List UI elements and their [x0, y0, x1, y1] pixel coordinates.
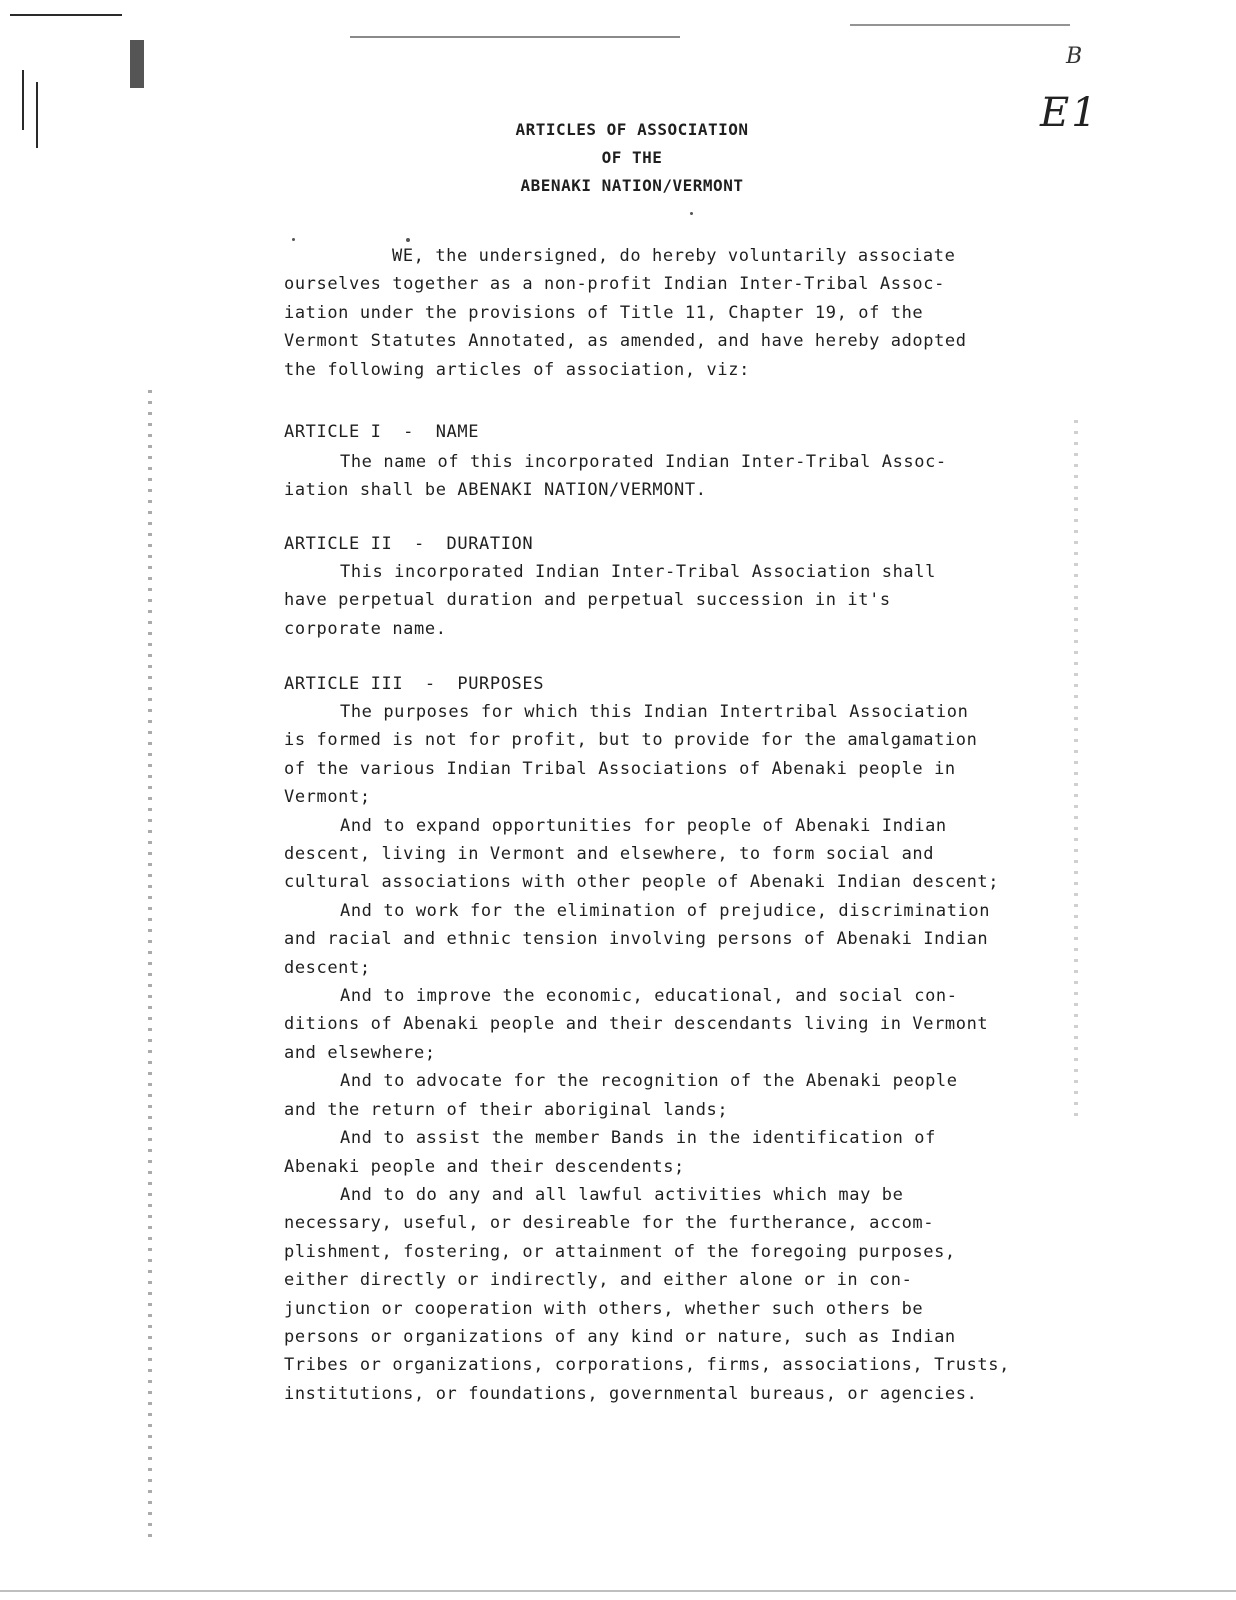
intro-line: ourselves together as a non-profit Indian Inter-Tribal Assoc- — [284, 274, 945, 295]
article-3-line: descent; — [284, 957, 371, 978]
article-3-line: is formed is not for profit, but to provide for the amalgamation — [284, 730, 978, 751]
document-title-line1: ARTICLES OF ASSOCIATION — [515, 120, 749, 139]
article-3-line: And to improve the economic, educational, and social con- — [340, 986, 958, 1007]
article-2-line: corporate name. — [284, 618, 447, 639]
article-2-heading: ARTICLE II - DURATION — [284, 534, 534, 554]
article-3-line: either directly or indirectly, and either alone or in con- — [284, 1270, 913, 1291]
scan-artifact-top-left — [10, 14, 122, 16]
scan-artifact-bottom-edge — [0, 1590, 1236, 1592]
scan-speck — [292, 238, 295, 241]
article-3-line: necessary, useful, or desireable for the furtherance, accom- — [284, 1213, 935, 1234]
intro-paragraph — [284, 242, 1044, 384]
scan-artifact-top-right — [850, 24, 1070, 26]
scan-artifact-left-strip — [148, 390, 152, 1540]
article-3-line: ditions of Abenaki people and their descendants living in Vermont — [284, 1014, 989, 1035]
handwritten-letter: B — [1066, 44, 1083, 69]
article-3-line: And to work for the elimination of prejudice, discrimination — [340, 900, 991, 921]
document-title-line2: OF THE — [601, 148, 663, 167]
article-1-line: iation shall be ABENAKI NATION/VERMONT. — [284, 480, 707, 501]
article-3-line: Abenaki people and their descendents; — [284, 1156, 685, 1177]
article-1-line: The name of this incorporated Indian Inter-Tribal Assoc- — [340, 452, 947, 472]
article-3-line: Tribes or organizations, corporations, firms, associations, Trusts, — [284, 1355, 1010, 1376]
article-3-line: persons or organizations of any kind or nature, such as Indian — [284, 1326, 956, 1347]
intro-line: the following articles of association, viz: — [284, 359, 750, 380]
article-3-line: The purposes for which this Indian Intertribal Association — [340, 702, 969, 722]
article-2-line: This incorporated Indian Inter-Tribal Association shall — [340, 562, 936, 582]
article-3-heading: ARTICLE III - PURPOSES — [284, 674, 545, 694]
article-3-line: And to do any and all lawful activities which may be — [340, 1184, 904, 1205]
handwritten-exhibit-mark: E1 — [1040, 90, 1099, 136]
article-3-line: junction or cooperation with others, whether such others be — [284, 1298, 924, 1319]
article-3-line: plishment, fostering, or attainment of the foregoing purposes, — [284, 1241, 956, 1262]
article-3-line: institutions, or foundations, governmental bureaus, or agencies. — [284, 1383, 978, 1404]
article-3-line: of the various Indian Tribal Associations of Abenaki people in — [284, 758, 956, 779]
intro-line: Vermont Statutes Annotated, as amended, and have hereby adopted — [284, 331, 967, 352]
document-title-line3: ABENAKI NATION/VERMONT — [520, 176, 744, 195]
article-1-body — [284, 448, 1044, 505]
article-2-body — [284, 558, 1044, 643]
article-3-line: and elsewhere; — [284, 1042, 436, 1063]
article-3-body — [284, 698, 1044, 1408]
article-3-line: and racial and ethnic tension involving persons of Abenaki Indian — [284, 929, 989, 950]
article-3-line: cultural associations with other people of Abenaki Indian descent; — [284, 872, 1000, 893]
scan-artifact-punch-mark — [130, 40, 144, 88]
article-1-heading: ARTICLE I - NAME — [284, 422, 480, 442]
article-3-line: descent, living in Vermont and elsewhere, to form social and — [284, 844, 935, 865]
scan-artifact-right-strip — [1074, 420, 1078, 1120]
article-3-line: And to advocate for the recognition of the Abenaki people — [340, 1071, 958, 1092]
scan-artifact-top-center — [350, 36, 680, 38]
article-3-line: Vermont; — [284, 787, 371, 808]
article-2-line: have perpetual duration and perpetual succession in it's — [284, 590, 891, 611]
article-3-line: and the return of their aboriginal lands; — [284, 1099, 729, 1120]
article-3-line: And to expand opportunities for people of Abenaki Indian — [340, 815, 947, 836]
scan-speck — [690, 212, 693, 215]
article-3-line: And to assist the member Bands in the identification of — [340, 1128, 936, 1149]
intro-line: WE, the undersigned, do hereby voluntarily associate — [392, 246, 956, 266]
intro-line: iation under the provisions of Title 11, Chapter 19, of the — [284, 302, 924, 323]
